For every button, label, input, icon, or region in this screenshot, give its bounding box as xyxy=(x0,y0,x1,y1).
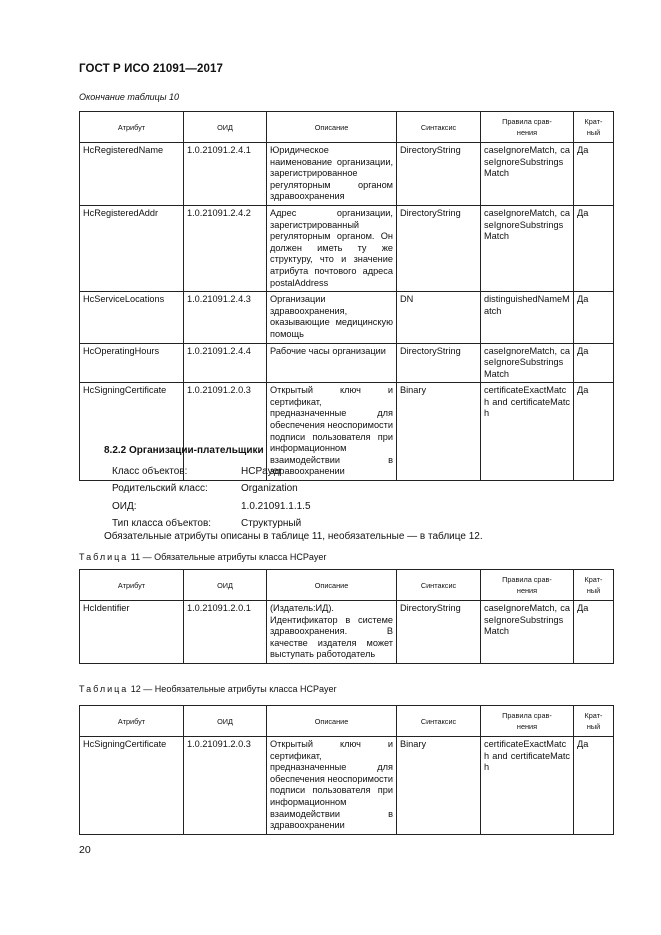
cell-syntax: Binary xyxy=(397,737,481,835)
cell-oid: 1.0.21091.2.4.2 xyxy=(184,205,267,291)
col-header-syntax: Синтаксис xyxy=(397,706,481,737)
table12-caption xyxy=(79,684,337,694)
cell-description: Адрес организации, зарегистрированный регуляторным органом. Он должен иметь ту же структуру, что и значение атрибута почтового адреса postalAddress xyxy=(267,205,397,291)
cell-description: Юридическое наименование организации, зарегистрированное регуляторным органом здравоохранения xyxy=(267,143,397,206)
col-header-multiple: Крат- ный xyxy=(574,570,614,601)
cell-attribute: HcSigningCertificate xyxy=(80,383,184,481)
table11-caption-prefix: Таблица xyxy=(79,552,129,562)
table12-caption-text: 12 — Необязательные атрибуты класса HCPayer xyxy=(128,684,337,694)
cell-multiple: Да xyxy=(574,143,614,206)
cell-attribute: HcRegisteredName xyxy=(80,143,184,206)
col-header-description: Описание xyxy=(267,112,397,143)
property-row xyxy=(112,480,311,497)
col-header-attribute: Атрибут xyxy=(80,570,184,601)
property-label: Тип класса объектов: xyxy=(112,517,212,529)
cell-matching-rules: caseIgnoreMatch, caseIgnoreSubstringsMatch xyxy=(481,205,574,291)
cell-description: Открытый ключ и сертификат, предназначенные для обеспечения неоспоримости подписи пользователя при информационном взаимодействии в здравоохранении xyxy=(267,737,397,835)
property-row xyxy=(112,463,311,480)
table-11 xyxy=(79,569,614,664)
cell-oid: 1.0.21091.2.0.3 xyxy=(184,737,267,835)
cell-syntax: DirectoryString xyxy=(397,601,481,664)
table12-caption-prefix: Таблица xyxy=(79,684,129,694)
cell-attribute: HcIdentifier xyxy=(80,601,184,664)
property-label: Класс объектов: xyxy=(112,466,188,477)
cell-description: Рабочие часы организации xyxy=(267,343,397,383)
property-value: Структурный xyxy=(241,517,302,529)
cell-oid: 1.0.21091.2.4.4 xyxy=(184,343,267,383)
table10-caption: Окончание таблицы 10 xyxy=(79,92,179,102)
property-label: ОИД: xyxy=(112,500,137,512)
table-row xyxy=(80,143,614,206)
cell-attribute: HcSigningCertificate xyxy=(80,737,184,835)
property-row xyxy=(112,515,311,532)
table11-caption-text: 11 — Обязательные атрибуты класса HCPayer xyxy=(128,552,327,562)
property-label: Родительский класс: xyxy=(112,483,208,495)
table-header-row xyxy=(80,706,614,737)
col-header-oid: ОИД xyxy=(184,570,267,601)
object-class-properties xyxy=(112,463,311,532)
cell-attribute: HcOperatingHours xyxy=(80,343,184,383)
table11-caption xyxy=(79,552,326,562)
col-header-attribute: Атрибут xyxy=(80,112,184,143)
cell-multiple: Да xyxy=(574,205,614,291)
table-row xyxy=(80,737,614,835)
property-value: 1.0.21091.1.1.5 xyxy=(241,500,311,512)
cell-matching-rules: caseIgnoreMatch, caseIgnoreSubstringsMatch xyxy=(481,343,574,383)
cell-matching-rules: certificateExactMatch and certificateMatch xyxy=(481,737,574,835)
col-header-multiple: Крат- ный xyxy=(574,706,614,737)
cell-matching-rules: certificateExactMatch and certificateMatch xyxy=(481,383,574,481)
cell-attribute: HcRegisteredAddr xyxy=(80,205,184,291)
table-row xyxy=(80,343,614,383)
cell-multiple: Да xyxy=(574,343,614,383)
property-value: Organization xyxy=(241,483,298,495)
cell-attribute: HcServiceLocations xyxy=(80,292,184,343)
table-row xyxy=(80,601,614,664)
cell-matching-rules: caseIgnoreMatch, caseIgnoreSubstringsMatch xyxy=(481,143,574,206)
cell-description: Организации здравоохранения, оказывающие медицинскую помощь xyxy=(267,292,397,343)
cell-multiple: Да xyxy=(574,737,614,835)
page-number: 20 xyxy=(79,844,91,856)
cell-syntax: DirectoryString xyxy=(397,343,481,383)
cell-multiple: Да xyxy=(574,383,614,481)
cell-syntax: DN xyxy=(397,292,481,343)
cell-description: Открытый ключ и сертификат, предназначенные для обеспечения неоспоримости подписи пользователя при информационном взаимодействии в здравоохранении xyxy=(267,383,397,481)
cell-matching-rules: distinguishedNameMatch xyxy=(481,292,574,343)
cell-syntax: DirectoryString xyxy=(397,205,481,291)
col-header-description: Описание xyxy=(267,706,397,737)
table-12 xyxy=(79,705,614,835)
cell-syntax: Binary xyxy=(397,383,481,481)
col-header-matching-rules: Правила срав- нения xyxy=(481,706,574,737)
col-header-oid: ОИД xyxy=(184,112,267,143)
table-10 xyxy=(79,111,614,481)
property-row xyxy=(112,498,311,515)
section-title: 8.2.2 Организации-плательщики xyxy=(104,445,264,456)
col-header-syntax: Синтаксис xyxy=(397,112,481,143)
table-row xyxy=(80,292,614,343)
col-header-matching-rules: Правила срав- нения xyxy=(481,570,574,601)
cell-multiple: Да xyxy=(574,292,614,343)
col-header-attribute: Атрибут xyxy=(80,706,184,737)
col-header-oid: ОИД xyxy=(184,706,267,737)
cell-description: (Издатель:ИД). Идентификатор в системе здравоохранения. В качестве издателя может выступать работодатель xyxy=(267,601,397,664)
cell-oid: 1.0.21091.2.0.3 xyxy=(184,383,267,481)
table-header-row xyxy=(80,570,614,601)
cell-oid: 1.0.21091.2.4.3 xyxy=(184,292,267,343)
table-header-row xyxy=(80,112,614,143)
property-value: HCPayer xyxy=(241,466,282,477)
attributes-note: Обязательные атрибуты описаны в таблице 11, необязательные — в таблице 12. xyxy=(104,531,483,542)
cell-syntax: DirectoryString xyxy=(397,143,481,206)
table-row xyxy=(80,205,614,291)
col-header-syntax: Синтаксис xyxy=(397,570,481,601)
col-header-matching-rules: Правила срав- нения xyxy=(481,112,574,143)
document-header: ГОСТ Р ИСО 21091—2017 xyxy=(79,63,224,75)
cell-multiple: Да xyxy=(574,601,614,664)
cell-matching-rules: caseIgnoreMatch, caseIgnoreSubstringsMatch xyxy=(481,601,574,664)
col-header-multiple: Крат- ный xyxy=(574,112,614,143)
col-header-description: Описание xyxy=(267,570,397,601)
cell-oid: 1.0.21091.2.0.1 xyxy=(184,601,267,664)
cell-oid: 1.0.21091.2.4.1 xyxy=(184,143,267,206)
